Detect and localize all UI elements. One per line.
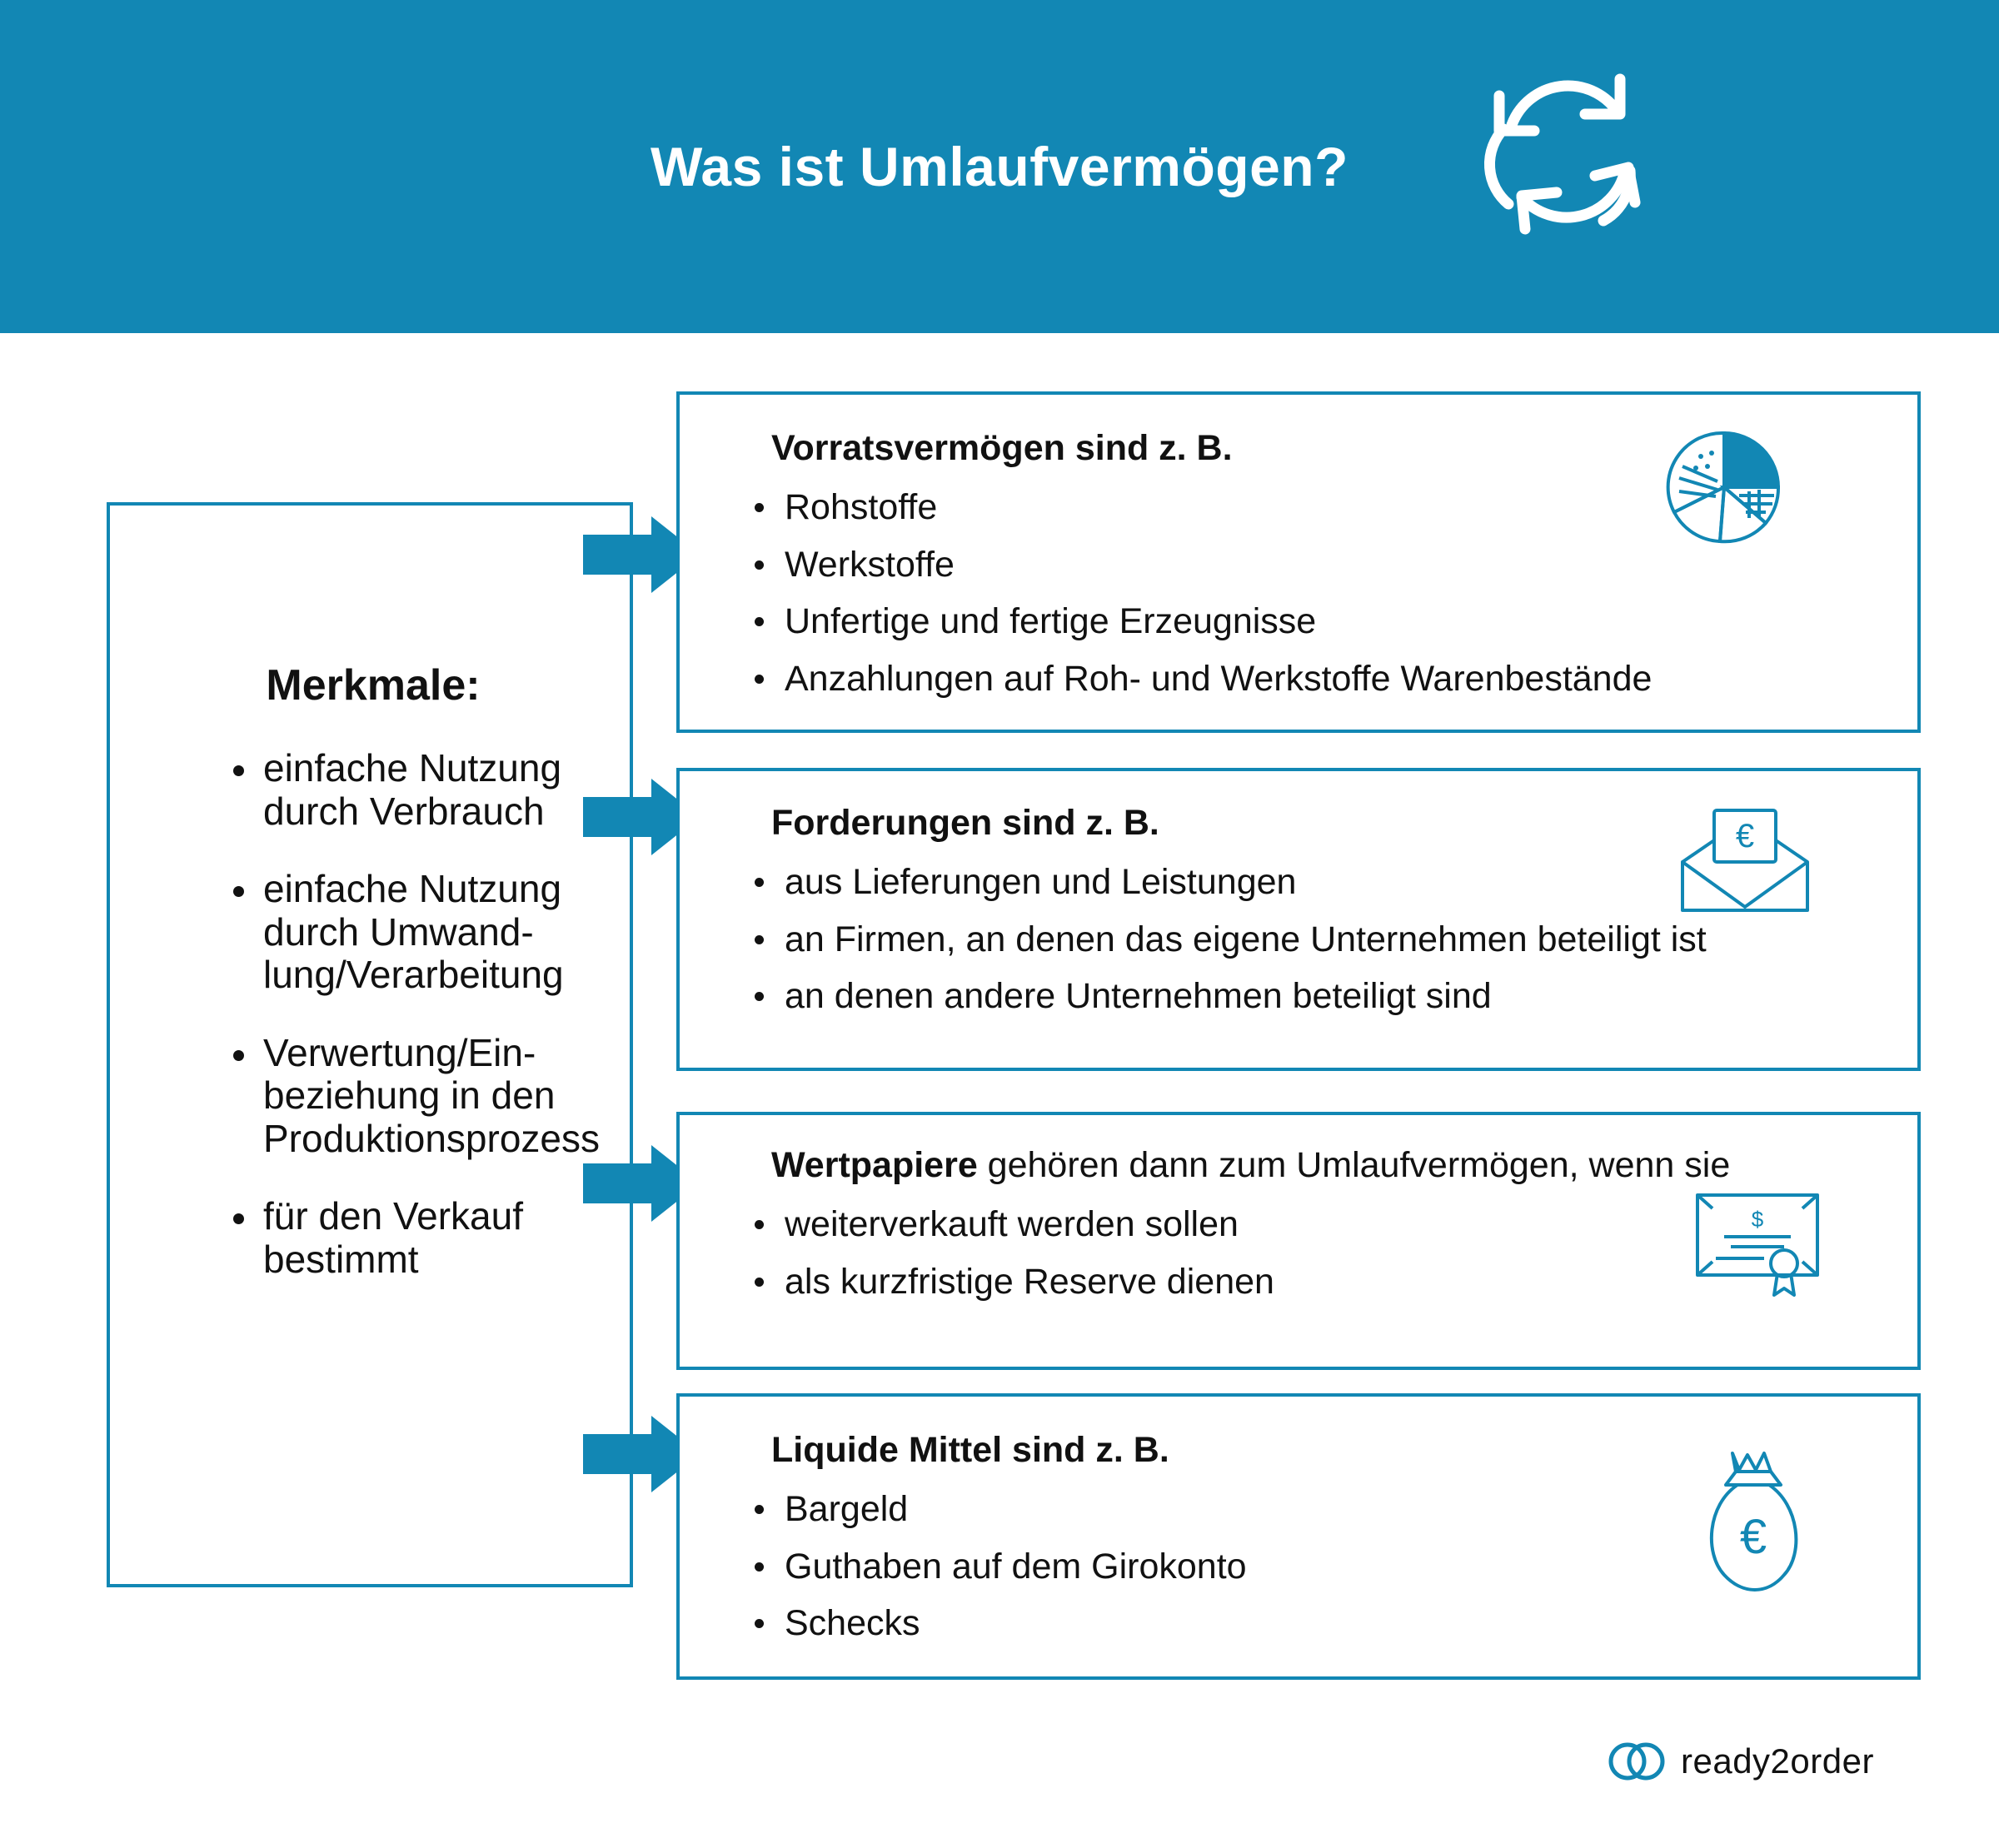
header-banner (0, 0, 1999, 333)
card-title-bold: Liquide Mittel sind z. B. (771, 1430, 1169, 1470)
card-title-bold: Vorratsvermögen sind z. B. (771, 428, 1233, 468)
list-item: einfache Nutzung durch Verbrauch (227, 747, 618, 833)
svg-text:€: € (1735, 818, 1755, 854)
list-item: Guthaben auf dem Girokonto (745, 1546, 1247, 1588)
merkmale-list (227, 747, 618, 1316)
list-item: Unfertige und fertige Erzeugnisse (745, 600, 1652, 643)
list-item: Bargeld (745, 1488, 1247, 1531)
list-item: Rohstoffe (745, 486, 1652, 529)
svg-text:$: $ (1751, 1207, 1764, 1232)
card-title (771, 1430, 1169, 1471)
card-title-bold: Wertpapiere (771, 1145, 978, 1185)
list-item: an Firmen, an denen das eigene Unternehmen beteiligt ist (745, 919, 1707, 961)
list-item: Werkstoffe (745, 544, 1652, 586)
merkmale-title: Merkmale: (266, 661, 481, 710)
list-item: Schecks (745, 1602, 1247, 1645)
list-item: als kurzfristige Reserve dienen (745, 1261, 1274, 1303)
recycle-arrows-icon (1453, 46, 1662, 271)
card-title-rest: gehören dann zum Umlaufvermögen, wenn sie (977, 1145, 1731, 1185)
list-item: für den Verkauf bestimmt (227, 1195, 618, 1281)
svg-text:€: € (1739, 1510, 1767, 1564)
card-title (771, 803, 1159, 844)
list-item: Verwertung/Ein-beziehung in den Produktionsprozess (227, 1032, 618, 1161)
page-title: Was ist Umlaufvermögen? (651, 136, 1348, 197)
money-bag-euro-icon (1691, 1445, 1816, 1599)
card-list (745, 1203, 1274, 1318)
merkmale-box (107, 502, 633, 1587)
card-list (745, 861, 1707, 1033)
two-interlocking-circles-icon (1608, 1741, 1667, 1782)
brand-name: ready2order (1681, 1741, 1874, 1781)
card-list (745, 486, 1652, 715)
list-item: aus Lieferungen und Leistungen (745, 861, 1707, 904)
list-item: einfache Nutzung durch Umwand-lung/Verarbeitung (227, 868, 618, 997)
certificate-icon (1691, 1187, 1824, 1303)
list-item: Anzahlungen auf Roh- und Werkstoffe Warenbestände (745, 658, 1652, 700)
list-item: an denen andere Unternehmen beteiligt sind (745, 975, 1707, 1018)
brand-logo (1608, 1732, 1916, 1791)
pie-chart-icon (1641, 416, 1807, 558)
envelope-euro-icon (1674, 804, 1816, 920)
card-list (745, 1488, 1247, 1660)
card-title (771, 428, 1233, 469)
card-title-bold: Forderungen sind z. B. (771, 803, 1159, 843)
card-title (771, 1145, 1730, 1186)
list-item: weiterverkauft werden sollen (745, 1203, 1274, 1246)
